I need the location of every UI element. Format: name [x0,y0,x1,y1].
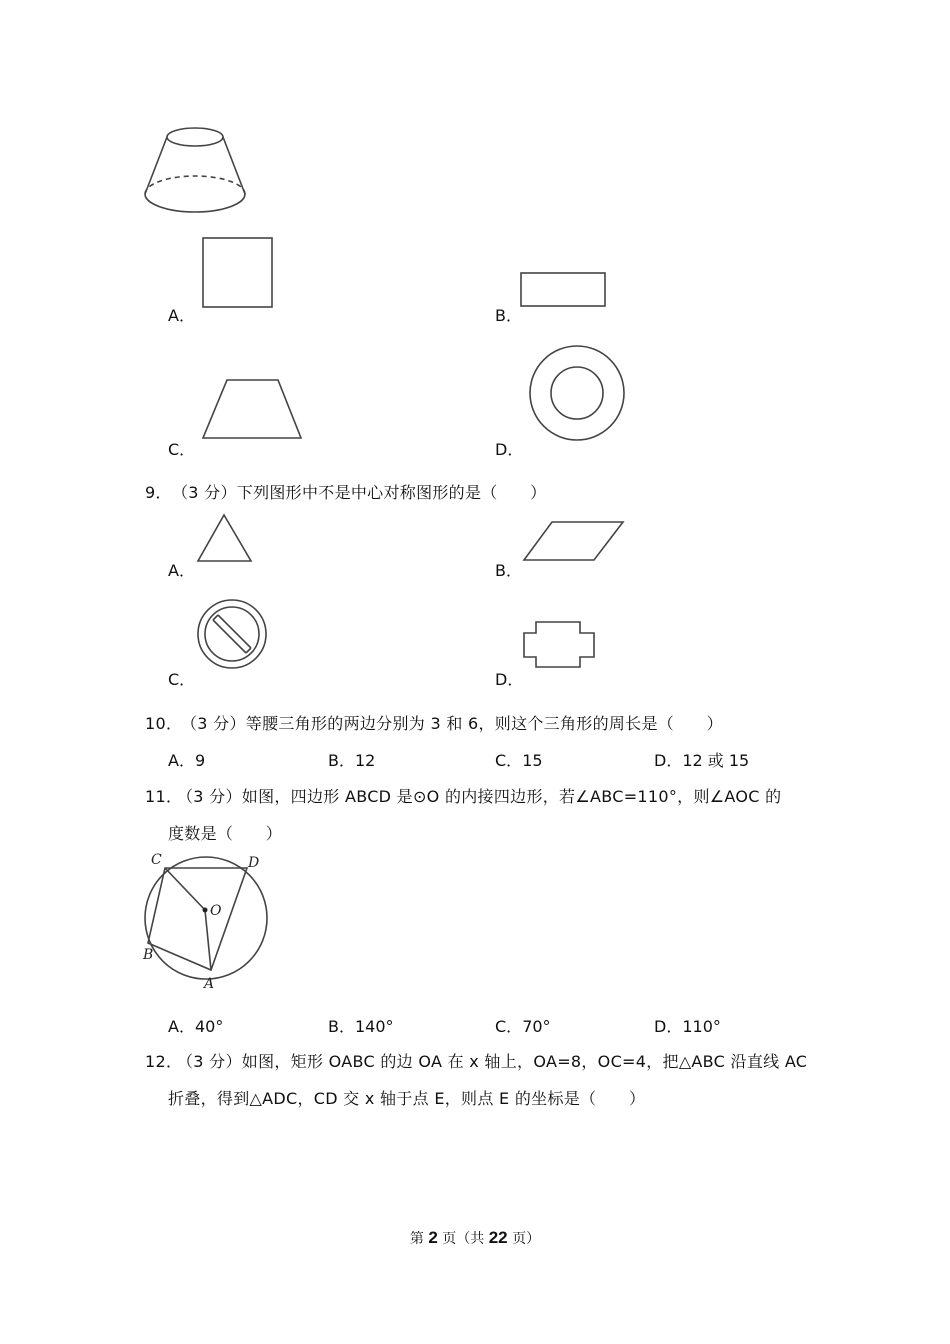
q8-option-c-letter: C． [168,440,196,459]
footer-mid: 页（共 [437,1231,489,1247]
q10-option-d [654,748,749,771]
label-c: C [151,852,162,868]
footer-pre: 第 [409,1231,429,1247]
no-sign-icon [195,597,271,673]
footer-post: 页） [507,1231,541,1247]
q11-text-line1: （3 分）如图，四边形 ABCD 是⊙O 的内接四边形，若∠ABC=110°，则∠AOC 的 [177,787,782,806]
q11-option-c-letter: C． [495,1017,523,1036]
q11-number: 11． [145,787,183,806]
footer-total-pages: 22 [488,1228,508,1247]
q11-option-b-letter: B． [328,1017,355,1036]
label-a: A [204,976,215,992]
q10-option-b-text: 12 [354,751,376,770]
q10-option-a [168,748,205,771]
q9-number: 9． [145,483,172,502]
q9-text: （3 分）下列图形中不是中心对称图形的是（ ） [172,483,547,502]
triangle-icon [196,512,256,566]
parallelogram-icon [522,520,626,564]
square-icon [202,237,274,309]
q11-option-a-letter: A． [168,1017,195,1036]
q9-option-a-letter: A． [168,561,195,580]
q11-option-c [495,1014,551,1037]
q12-text-line2: 折叠，得到△ADC，CD 交 x 轴于点 E，则点 E 的坐标是（ ） [168,1089,646,1108]
q8-option-b-letter: B． [495,306,522,325]
q11-circle-figure [138,848,273,993]
q11-option-b-text: 140° [354,1017,394,1036]
q10-number: 10． [145,714,183,733]
label-b: B [143,947,154,963]
q8-option-a-letter: A． [168,306,195,325]
q8-option-d-letter: D． [495,440,524,459]
q9-option-d-letter: D． [495,670,524,689]
q9-option-c-letter: C． [168,670,196,689]
q12-text-line1: （3 分）如图，矩形 OABC 的边 OA 在 x 轴上，OA=8，OC=4，把△ABC 沿直线 AC [177,1052,808,1071]
frustum-figure [140,120,260,220]
q11-option-c-text: 70° [522,1017,551,1036]
q11-option-a-text: 40° [194,1017,224,1036]
q10-option-a-letter: A． [168,751,195,770]
page-footer [0,1228,950,1248]
annulus-icon [527,343,627,443]
q10-option-c-letter: C． [495,751,523,770]
q12-number: 12． [145,1052,183,1071]
q11-option-d-text: 110° [682,1017,721,1036]
footer-page-number: 2 [428,1228,438,1247]
q11-option-a [168,1014,223,1037]
q10-option-b-letter: B． [328,751,355,770]
q11-option-d [654,1014,721,1037]
center-point [203,908,208,913]
q10-option-c [495,748,543,771]
q11-text-line2: 度数是（ ） [168,824,283,843]
q10-option-d-text: 12 或 15 [682,751,750,770]
trapezoid-icon [200,377,310,441]
rectangle-icon [520,272,610,308]
q10-option-d-letter: D． [654,751,683,770]
q10-option-b [328,748,375,771]
label-d: D [248,855,260,871]
q11-option-d-letter: D． [654,1017,683,1036]
q10-text: （3 分）等腰三角形的两边分别为 3 和 6，则这个三角形的周长是（ ） [181,714,723,733]
q9-option-b-letter: B． [495,561,522,580]
q10-option-a-text: 9 [194,751,206,770]
q11-option-b [328,1014,394,1037]
label-o: O [210,903,222,919]
q10-option-c-text: 15 [522,751,543,770]
cross-shape-icon [522,620,598,670]
